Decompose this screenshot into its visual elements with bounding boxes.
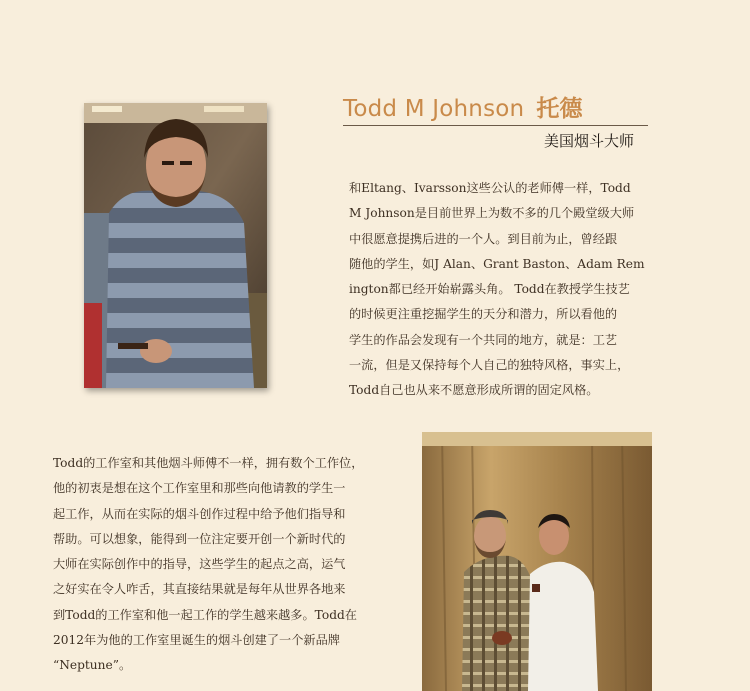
paragraph-line: 一流，但是又保持每个人自己的独特风格，事实上， [349,358,630,373]
paragraph-line: “Neptune”。 [53,658,132,673]
paragraph-line: 到Todd的工作室和他一起工作的学生越来越多。Todd在 [53,607,357,622]
paragraph-line: 和Eltang、Ivarsson这些公认的老师傅一样，Todd [349,181,631,195]
paragraph-line: 他的初衷是想在这个工作室里和那些向他请教的学生一 [53,481,346,496]
portrait-photo [84,103,267,388]
paragraph-line: 之好实在令人咋舌，其直接结果就是每年从世界各地来 [53,582,346,597]
paragraph-line: 中很愿意提携后进的一个人。到目前为止，曾经跟 [349,231,618,246]
paragraph-line: 起工作，从而在实际的烟斗创作过程中给予他们指导和 [53,506,346,521]
paragraph-line: 2012年为他的工作室里诞生的烟斗创建了一个新品牌 [53,633,340,648]
paragraph-line: 学生的作品会发现有一个共同的地方，就是：工艺 [349,332,618,347]
name-chinese: 托德 [536,96,583,122]
paragraph-line: M Johnson是目前世界上为数不多的几个殿堂级大师 [349,206,635,221]
paragraph-line: 随他的学生，如J Alan、Grant Baston、Adam Rem [349,256,645,271]
title-divider [343,125,648,126]
paragraph-line: ington都已经开始崭露头角。 Todd在教授学生技艺 [349,282,630,297]
paragraph-line: 的时候更注重挖掘学生的天分和潜力，所以看他的 [349,307,618,322]
paragraph-line: Todd自己也从来不愿意形成所谓的固定风格。 [349,383,599,398]
intro-paragraph [349,176,665,404]
name-english: Todd M Johnson [343,96,525,122]
paragraph-line: 帮助。可以想象，能得到一位注定要开创一个新时代的 [53,531,346,546]
paragraph-line: 大师在实际创作中的指导，这些学生的起点之高，运气 [53,557,346,572]
workshop-paragraph [53,451,398,679]
paragraph-line: Todd的工作室和其他烟斗师傅不一样，拥有数个工作位， [53,456,364,470]
subtitle: 美国烟斗大师 [544,132,635,150]
page-title [343,90,583,123]
group-photo [422,432,652,691]
